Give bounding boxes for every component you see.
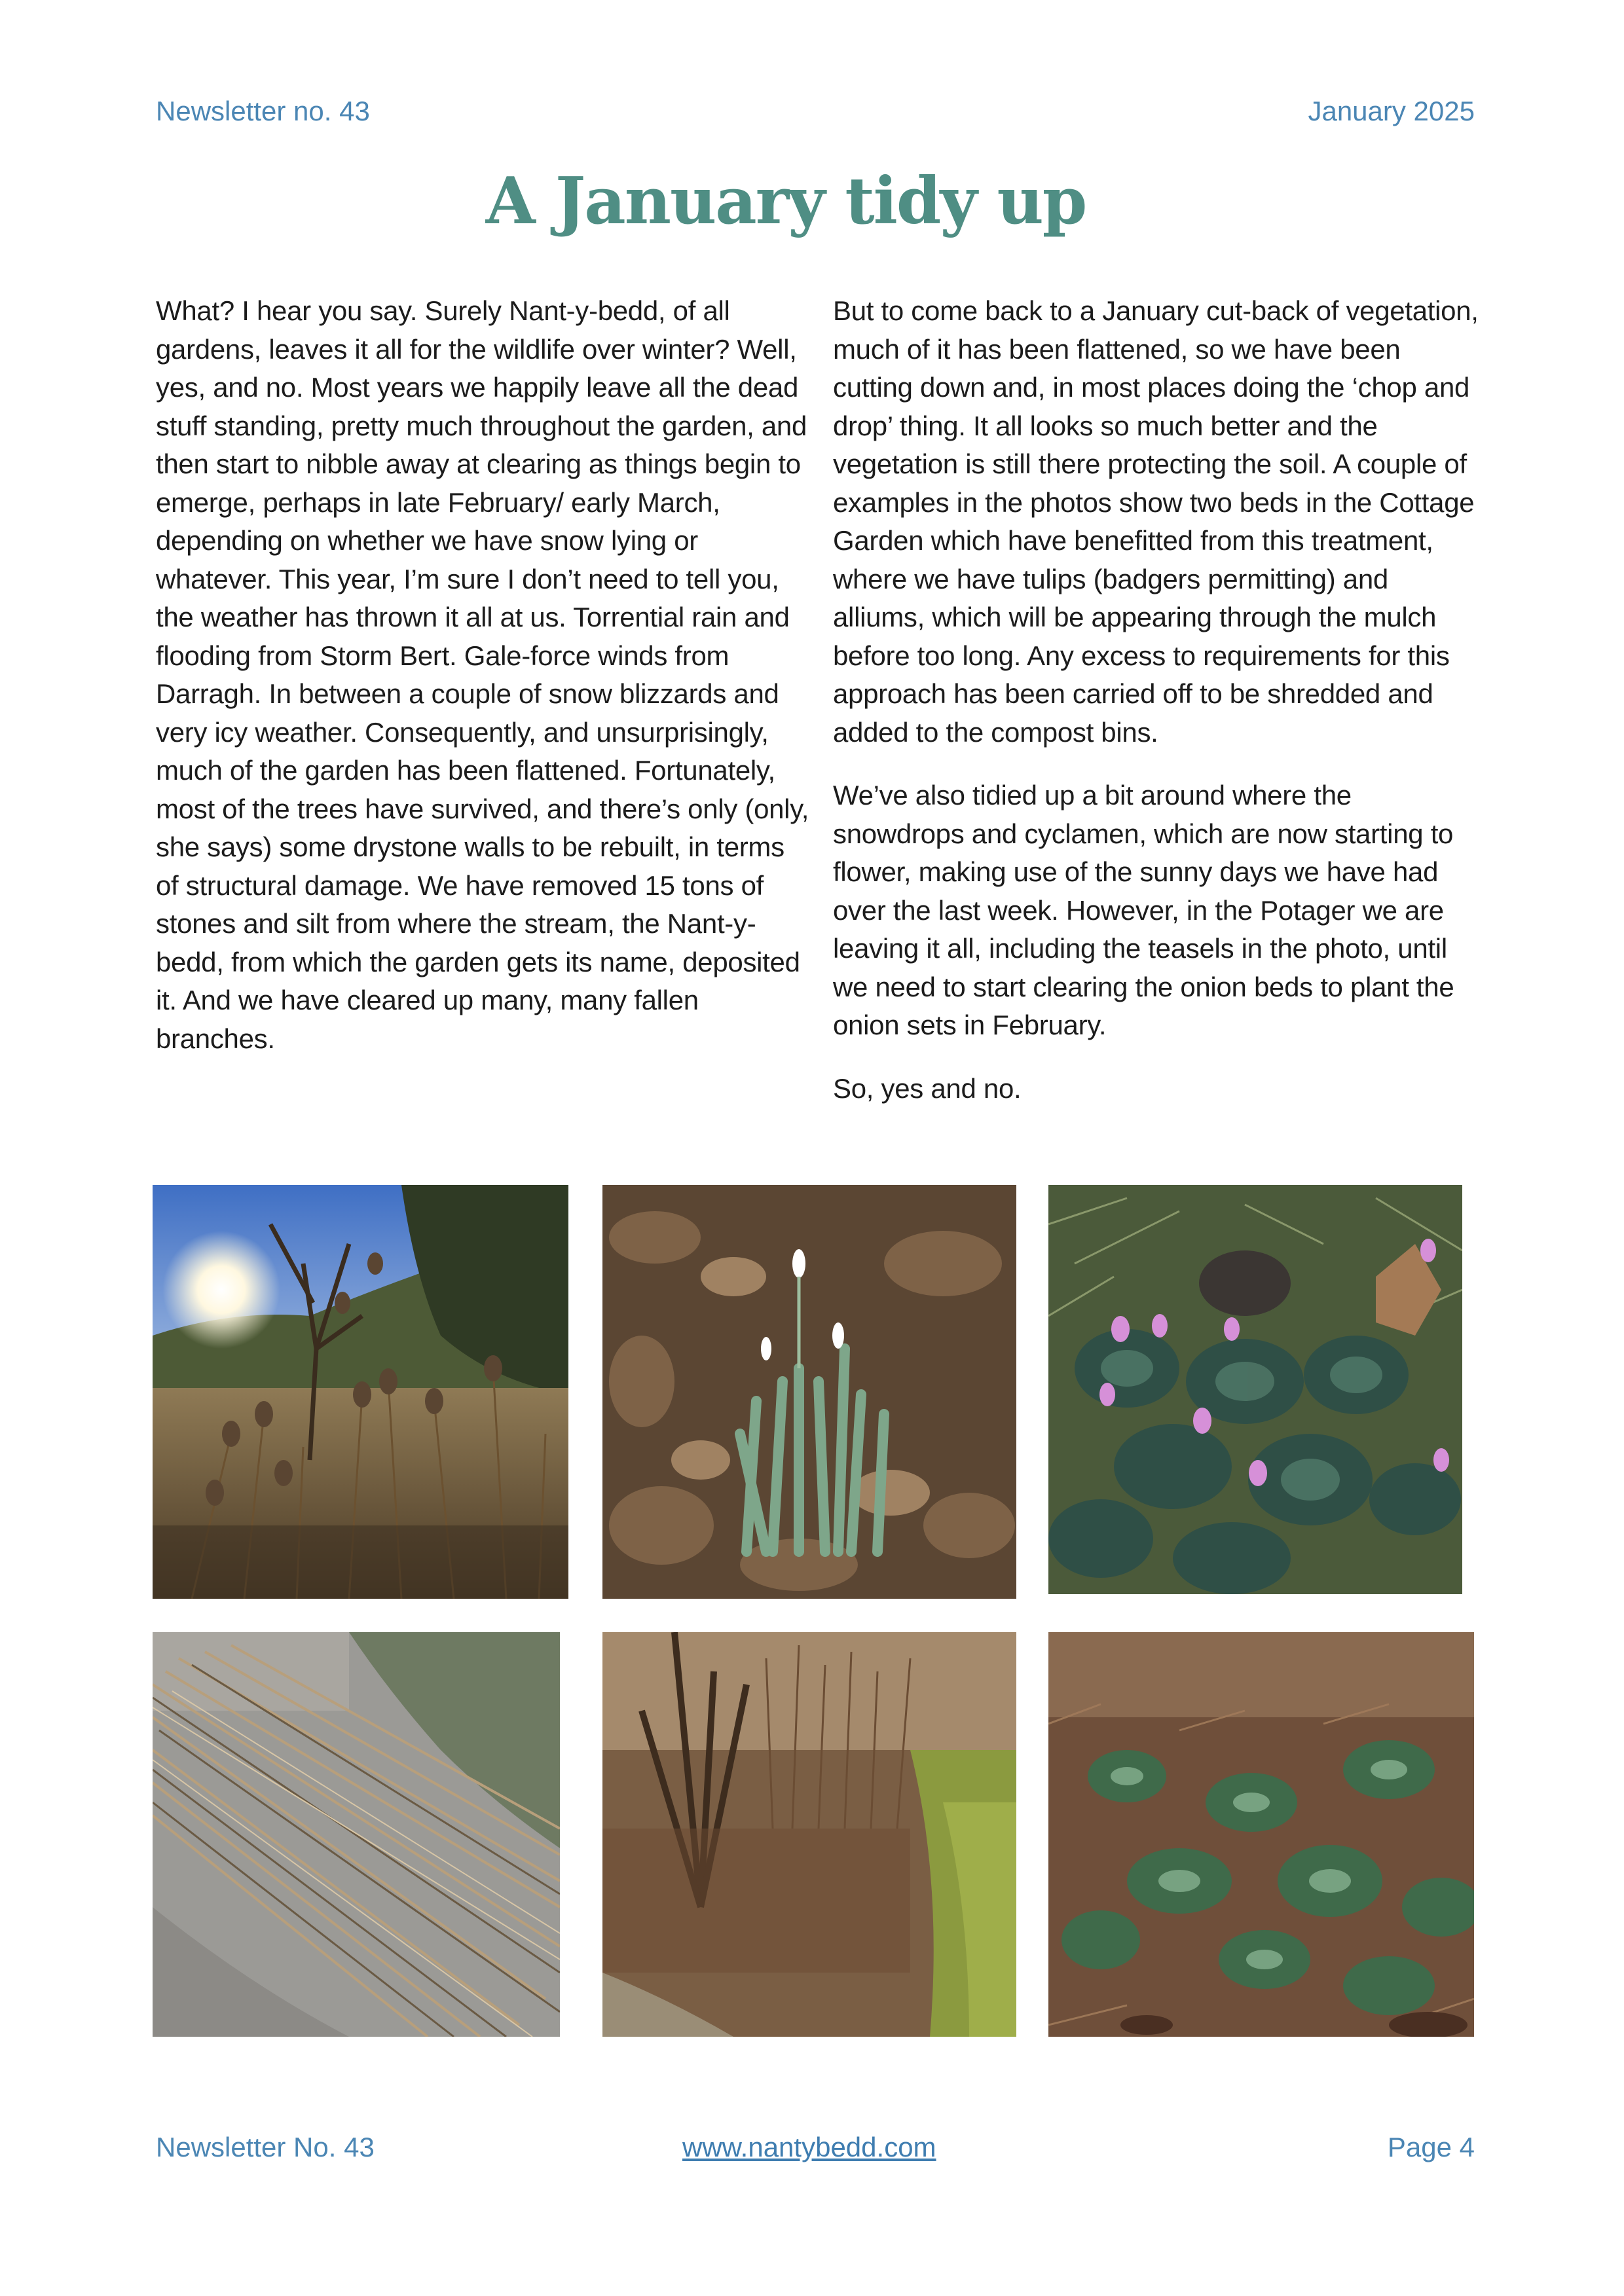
- cut-stems-image: [153, 1632, 560, 2037]
- photo-cleared-bed: [602, 1632, 1016, 2037]
- paragraph: But to come back to a January cut-back of vegetation, much of it has been flattened, so we have been cutting down and, in most places doing the ‘chop and drop’ thing. It all looks so much better and the vegetation is still there protecting the soil. A couple of examples in the photos show two beds in the Cottage Garden which have benefitted from this treatment, where we have tulips (badgers permitting) and alliums, which will be appearing through the mulch before too long. Any excess to requirements for this approach has been carried off to be shredded and added to the compost bins.: [833, 295, 1479, 748]
- cyclamen-image: [1048, 1185, 1462, 1594]
- website-link[interactable]: www.nantybedd.com: [682, 2132, 936, 2162]
- photo-cut-stems: [153, 1632, 560, 2037]
- paragraph: So, yes and no.: [833, 1072, 1022, 1104]
- header-newsletter-number: Newsletter no. 43: [156, 96, 370, 126]
- article-column-left: [156, 292, 811, 1083]
- article-column-right: [833, 292, 1481, 1133]
- mulched-bed-image: [1048, 1632, 1474, 2037]
- photo-cyclamen: [1048, 1185, 1462, 1594]
- article-title: A January tidy up: [485, 164, 1086, 239]
- paragraph: We’ve also tidied up a bit around where the snowdrops and cyclamen, which are now starting to flower, making use of the sunny days we have had over the last week. However, in the Potager we are leaving it all, including the teasels in the photo, until we need to start clearing the onion beds to plant the onion sets in February.: [833, 780, 1454, 1040]
- snowdrops-image: [602, 1185, 1016, 1599]
- header-date: January 2025: [1308, 96, 1475, 126]
- photo-mulched-bed: [1048, 1632, 1474, 2037]
- footer-newsletter-number: Newsletter No. 43: [156, 2132, 375, 2162]
- photo-snowdrops: [602, 1185, 1016, 1599]
- photo-teasels: [153, 1185, 568, 1599]
- cleared-bed-image: [602, 1632, 1016, 2037]
- paragraph: What? I hear you say. Surely Nant-y-bedd, of all gardens, leaves it all for the wildlife over winter? Well, yes, and no. Most years we happily leave all the dead stuff standing, pretty much throughout the garden, and then start to nibble away at clearing as things begin to emerge, perhaps in late February/ early March, depending on whether we have snow lying or whatever. This year, I’m sure I don’t need to tell you, the weather has thrown it all at us. Torrential rain and flooding from Storm Bert. Gale-force winds from Darragh. In between a couple of snow blizzards and very icy weather. Consequently, and unsurprisingly, much of the garden has been flattened. Fortunately, most of the trees have survived, and there’s only (only, she says) some drystone walls to be rebuilt, in terms of structural damage. We have removed 15 tons of stones and silt from where the stream, the Nant-y-bedd, from which the garden gets its name, deposited it. And we have cleared up many, many fallen branches.: [156, 295, 809, 1054]
- page-number: Page 4: [1387, 2132, 1475, 2162]
- teasels-image: [153, 1185, 568, 1599]
